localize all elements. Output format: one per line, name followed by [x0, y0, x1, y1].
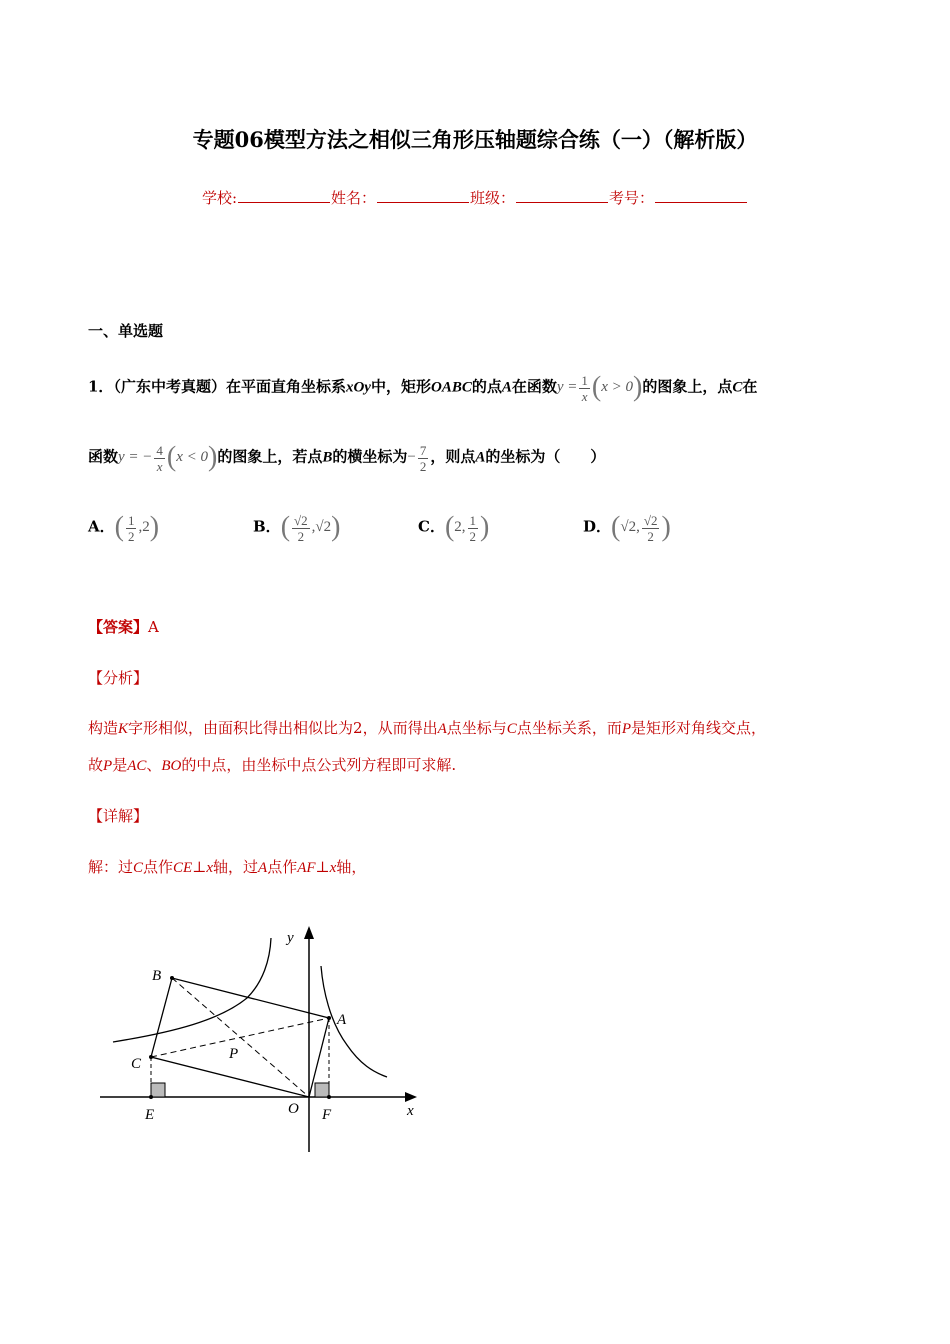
- curve-right-branch: [321, 966, 387, 1077]
- option-a-num: 1: [127, 512, 135, 528]
- label-o: O: [288, 1101, 299, 1117]
- option-a-y: 2: [142, 519, 150, 536]
- class-label: 班级：: [470, 189, 516, 207]
- f1-fraction: [579, 374, 590, 403]
- bx-den: 2: [419, 458, 427, 474]
- analysis-text: 字形相似，由面积比得出相似比为: [128, 719, 354, 737]
- school-label: 学校:: [201, 189, 237, 207]
- q-text: ，则点: [430, 447, 476, 466]
- f1-num: 1: [581, 372, 588, 388]
- bx-num: 7: [419, 442, 427, 458]
- analysis-var-ac: AC: [127, 758, 147, 774]
- q-text: 的点: [471, 377, 502, 396]
- detail-text: 轴，过: [213, 858, 259, 876]
- analysis-text: 故: [88, 756, 104, 774]
- q-text: 在平面直角坐标系: [225, 377, 346, 396]
- option-c-label: C．: [418, 517, 445, 536]
- point-f: [327, 1095, 331, 1099]
- page-title: 专题06模型方法之相似三角形压轴题综合练（一）（解析版）: [192, 127, 758, 152]
- analysis-text: 是矩形对角线交点，: [631, 719, 767, 737]
- q-var-c: C: [732, 379, 743, 396]
- f2-cond: x < 0: [176, 449, 209, 466]
- detail-perp: ⊥: [192, 858, 207, 876]
- answer-label: 【答案】: [88, 618, 149, 636]
- option-d-den: 2: [647, 528, 654, 544]
- detail-text: 点作: [143, 858, 174, 876]
- analysis-line-1: [88, 717, 766, 738]
- exam-no-blank[interactable]: [655, 188, 747, 203]
- curve-left-branch: [113, 938, 271, 1042]
- point-a: [327, 1016, 331, 1020]
- right-angle-f: [315, 1083, 329, 1097]
- f2-y: y = −: [118, 449, 153, 466]
- detail-var-x: x: [206, 860, 213, 876]
- analysis-var-p: P: [103, 758, 113, 774]
- analysis-text: 的中点，由坐标中点公式列方程即可求解.: [181, 756, 457, 774]
- q-text: 在: [742, 377, 758, 396]
- answer-line: [88, 616, 159, 637]
- point-b: [170, 976, 174, 980]
- bx-sign: −: [407, 449, 416, 466]
- option-c-num: 1: [469, 512, 477, 528]
- option-b-value: ( $\frac{√2}{2}$ ,√2): [280, 512, 341, 544]
- option-c-x: 2: [454, 519, 462, 536]
- q-var-oabc: OABC: [430, 379, 472, 396]
- f1-den: x: [581, 388, 588, 404]
- option-c-value: (2, $\frac{1}{2}$ ): [444, 512, 490, 544]
- analysis-text: 构造: [88, 719, 119, 737]
- option-a-label: A．: [88, 517, 115, 536]
- label-b: B: [152, 968, 162, 984]
- option-d-num: √2: [643, 512, 658, 528]
- x-axis-arrow: [405, 1092, 417, 1102]
- q-var-b: B: [322, 449, 333, 466]
- section-heading: 一、单选题: [88, 322, 164, 340]
- option-d[interactable]: [583, 512, 671, 544]
- function-2-formula: y = − $\frac{4}{x}$ (x < 0): [118, 442, 218, 474]
- analysis-var-p: P: [621, 721, 631, 737]
- school-blank[interactable]: [238, 188, 330, 203]
- analysis-text: 是: [112, 756, 128, 774]
- question-line-1: [88, 372, 757, 404]
- q-text: 的横坐标为: [332, 447, 408, 466]
- option-b-label: B．: [253, 517, 281, 536]
- analysis-var-k: K: [118, 721, 129, 737]
- q-text: 中，矩形: [370, 377, 431, 396]
- detail-var-af: AF: [297, 860, 316, 876]
- detail-text: 解：过: [88, 858, 134, 876]
- option-d-value: (√2, $\frac{√2}{2}$ ): [611, 512, 671, 544]
- option-b[interactable]: [253, 512, 340, 544]
- option-c[interactable]: [418, 512, 489, 544]
- option-b-y: √2: [315, 519, 332, 536]
- detail-var-c: C: [133, 860, 144, 876]
- analysis-text: 点坐标与: [446, 719, 507, 737]
- label-x: x: [407, 1103, 414, 1119]
- detail-var-x: x: [329, 860, 337, 876]
- point-e: [149, 1095, 153, 1099]
- option-a-den: 2: [127, 528, 135, 544]
- function-1-formula: y = $\frac{1}{x}$ (x > 0): [556, 372, 643, 404]
- f2-den: x: [156, 458, 163, 474]
- point-c: [149, 1055, 153, 1059]
- q-var-a: A: [501, 379, 512, 396]
- q-var-a: A: [475, 449, 486, 466]
- q-text: 的图象上，若点: [217, 447, 323, 466]
- b-x-value: [407, 442, 430, 474]
- question-source: （广东中考真题）: [113, 377, 226, 396]
- analysis-text: ，从而得出: [362, 719, 438, 737]
- analysis-text: 点坐标关系，而: [516, 719, 622, 737]
- analysis-ratio: 2: [353, 719, 363, 737]
- option-a-value: ( $\frac{1}{2}$ ,2): [114, 512, 160, 544]
- question-line-2: [88, 442, 605, 474]
- detail-text: 轴，: [336, 858, 367, 876]
- option-d-label: D．: [583, 517, 612, 536]
- detail-label: 【详解】: [88, 807, 149, 825]
- label-e: E: [145, 1107, 155, 1123]
- class-blank[interactable]: [516, 188, 608, 203]
- q-text: 在函数: [511, 377, 557, 396]
- option-b-den: 2: [297, 528, 305, 544]
- label-f: F: [322, 1107, 332, 1123]
- analysis-text: 、: [146, 756, 162, 774]
- q-text: 的图象上，点: [642, 377, 733, 396]
- analysis-line-2: [88, 754, 456, 775]
- analysis-var-bo: BO: [161, 758, 182, 774]
- name-label: 姓名：: [331, 189, 377, 207]
- analysis-var-c: C: [506, 721, 517, 737]
- f1-cond: x > 0: [601, 379, 634, 396]
- question-number: 1．: [88, 377, 114, 396]
- f2-fraction: [154, 444, 165, 473]
- answer-value: A: [148, 618, 159, 636]
- label-p: P: [229, 1046, 239, 1062]
- label-y: y: [287, 930, 294, 946]
- bx-fraction: [418, 444, 429, 473]
- analysis-label: 【分析】: [88, 669, 149, 687]
- detail-var-ce: CE: [173, 860, 193, 876]
- right-angle-e: [151, 1083, 165, 1097]
- exam-no-label: 考号：: [609, 189, 655, 207]
- name-blank[interactable]: [377, 188, 469, 203]
- detail-var-a: A: [258, 860, 268, 876]
- student-info-line: [0, 187, 950, 208]
- analysis-var-a: A: [437, 721, 447, 737]
- detail-line-1: [88, 856, 366, 877]
- q-text: 的坐标为（ ）: [485, 447, 606, 466]
- q-text: 函数: [88, 447, 119, 466]
- option-d-x: √2: [620, 519, 637, 536]
- f1-y: y =: [556, 379, 578, 396]
- option-a[interactable]: [88, 512, 159, 544]
- q-var-xoy: xOy: [345, 379, 371, 396]
- y-axis-arrow: [304, 926, 314, 939]
- label-c: C: [131, 1056, 142, 1072]
- option-c-den: 2: [469, 528, 477, 544]
- geometry-figure: [95, 920, 435, 1160]
- detail-perp: ⊥: [315, 858, 330, 876]
- option-b-num: √2: [294, 512, 308, 528]
- label-a: A: [337, 1012, 347, 1028]
- detail-text: 点作: [267, 858, 298, 876]
- f2-num: 4: [156, 442, 163, 458]
